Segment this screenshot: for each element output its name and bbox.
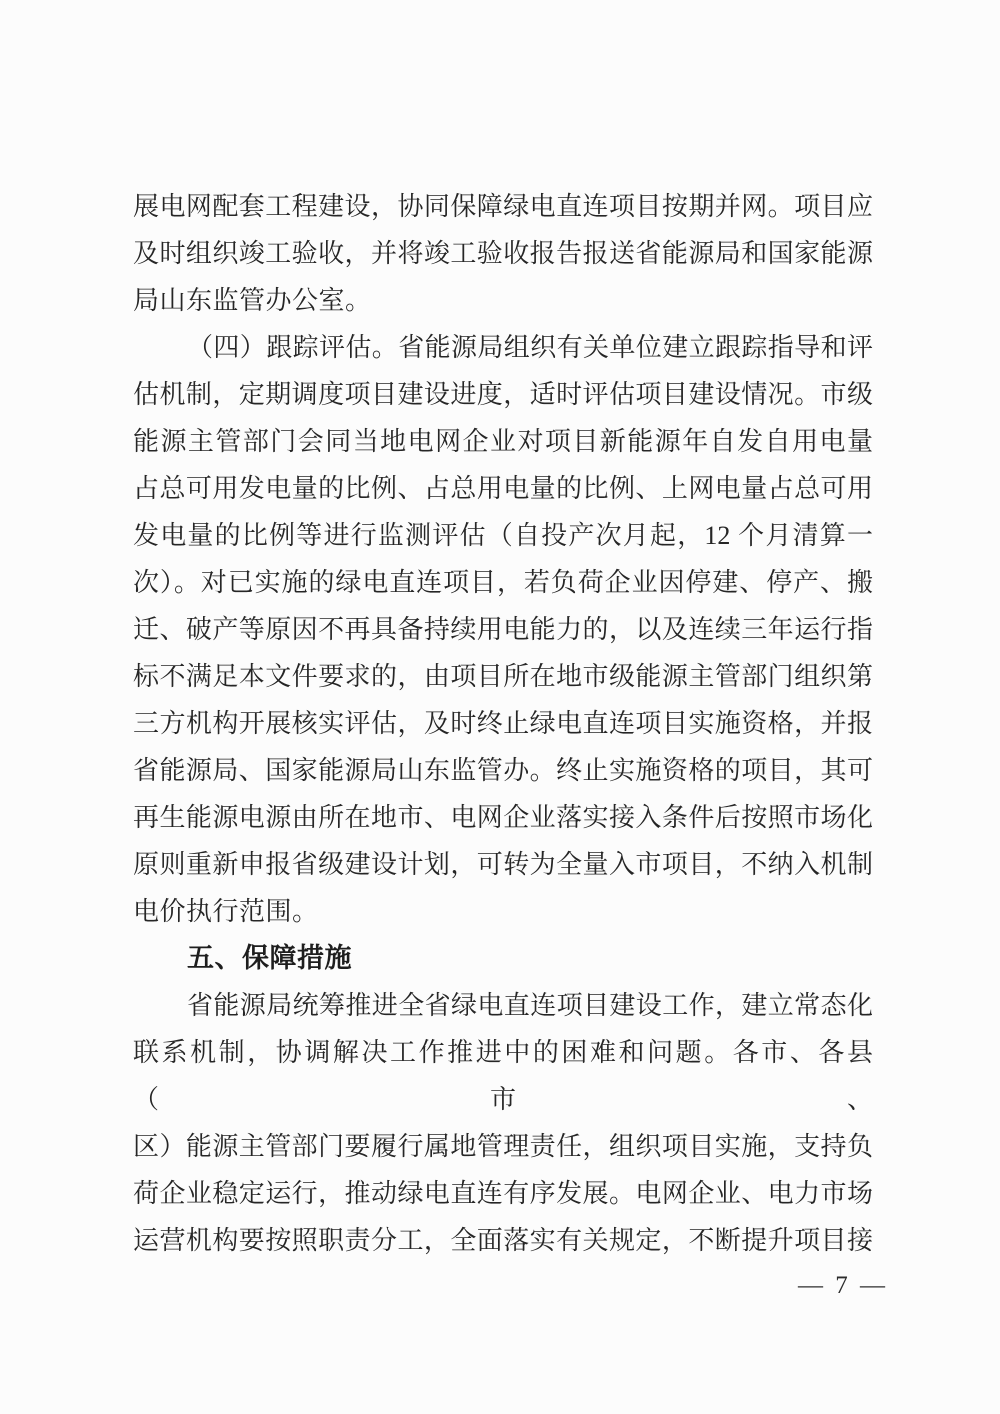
text-line: 能源主管部门会同当地电网企业对项目新能源年自发自用电量 — [133, 427, 873, 456]
text-line: 发电量的比例等进行监测评估（自投产次月起，12 个月清算一 — [133, 521, 873, 550]
text-line: 展电网配套工程建设，协同保障绿电直连项目按期并网。项目应 — [133, 192, 873, 221]
text-line: 原则重新申报省级建设计划，可转为全量入市项目，不纳入机制 — [133, 850, 873, 879]
text-line: 区）能源主管部门要履行属地管理责任，组织项目实施，支持负 — [133, 1132, 873, 1161]
text-line: 三方机构开展核实评估，及时终止绿电直连项目实施资格，并报 — [133, 709, 873, 738]
text-line: 占总可用发电量的比例、占总用电量的比例、上网电量占总可用 — [133, 474, 873, 503]
text-line: 省能源局统筹推进全省绿电直连项目建设工作，建立常态化 — [187, 991, 873, 1020]
text-line: 标不满足本文件要求的，由项目所在地市级能源主管部门组织第 — [133, 662, 873, 691]
text-line: 次）。对已实施的绿电直连项目，若负荷企业因停建、停产、搬 — [133, 568, 873, 597]
page-number: — 7 — — [798, 1272, 888, 1299]
text-line: 再生能源电源由所在地市、电网企业落实接入条件后按照市场化 — [133, 803, 873, 832]
text-line: 局山东监管办公室。 — [133, 286, 372, 315]
text-line: 电价执行范围。 — [133, 897, 319, 926]
text-line: 联系机制，协调解决工作推进中的困难和问题。各市、各县（市、 — [133, 1038, 873, 1114]
text-line: 及时组织竣工验收，并将竣工验收报告报送省能源局和国家能源 — [133, 239, 873, 268]
text-line: 估机制，定期调度项目建设进度，适时评估项目建设情况。市级 — [133, 380, 873, 409]
text-line: 迁、破产等原因不再具备持续用电能力的，以及连续三年运行指 — [133, 615, 873, 644]
section-heading: 五、保障措施 — [187, 943, 352, 973]
text-line: 省能源局、国家能源局山东监管办。终止实施资格的项目，其可 — [133, 756, 873, 785]
document-body — [133, 183, 873, 1264]
text-line: （四）跟踪评估。省能源局组织有关单位建立跟踪指导和评 — [187, 333, 873, 362]
text-line: 荷企业稳定运行，推动绿电直连有序发展。电网企业、电力市场 — [133, 1179, 873, 1208]
text-line: 运营机构要按照职责分工，全面落实有关规定，不断提升项目接 — [133, 1226, 873, 1255]
